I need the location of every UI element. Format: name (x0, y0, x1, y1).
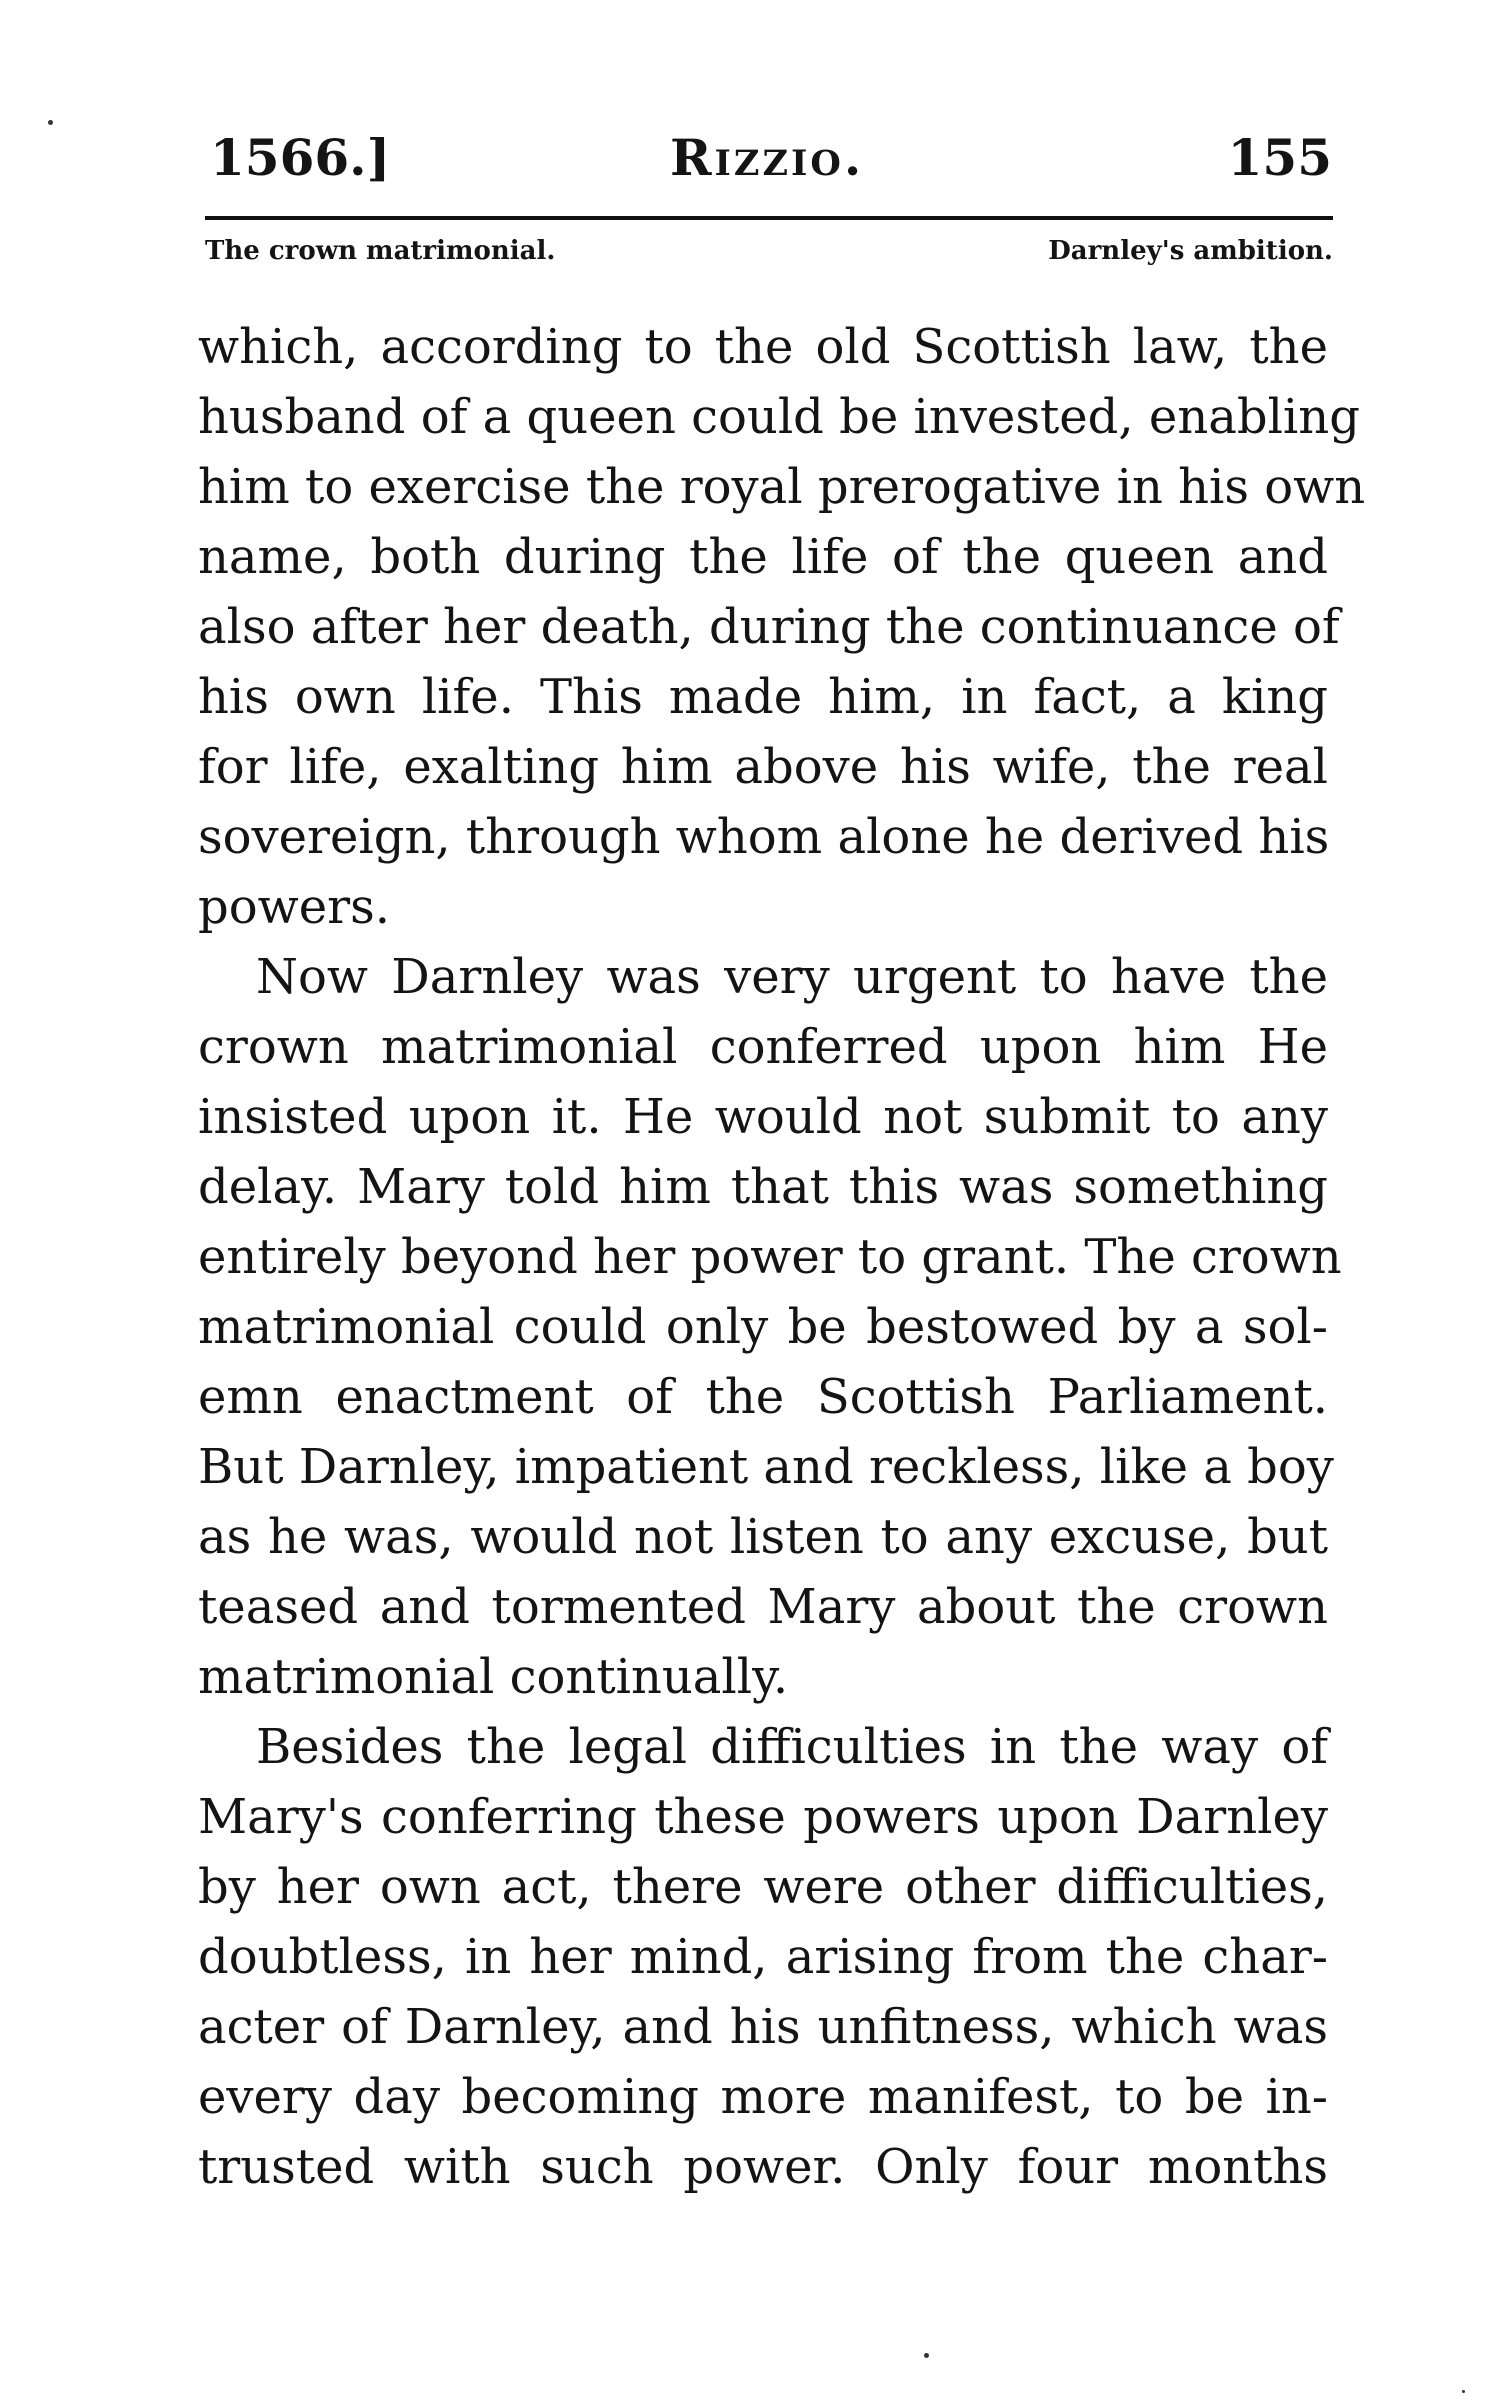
text-line: emn enactment of the Scottish Parliament. (198, 1369, 1328, 1425)
scan-speck (48, 120, 53, 125)
text-line: trusted with such power. Only four months (198, 2139, 1328, 2195)
text-line: husband of a queen could be invested, enabling (198, 389, 1360, 445)
text-line: insisted upon it. He would not submit to any (198, 1089, 1328, 1145)
text-line: But Darnley, impatient and reckless, like a boy (198, 1439, 1334, 1495)
side-heading-left: The crown matrimonial. (205, 236, 556, 266)
text-line: matrimonial continually. (198, 1649, 789, 1705)
text-line: delay. Mary told him that this was something (198, 1159, 1328, 1215)
text-line: which, according to the old Scottish law, the (198, 319, 1328, 375)
text-line: for life, exalting him above his wife, the real (198, 739, 1328, 795)
text-line: acter of Darnley, and his unfitness, which was (198, 1999, 1328, 2055)
text-line: Now Darnley was very urgent to have the (256, 949, 1328, 1005)
text-line: also after her death, during the continuance of (198, 599, 1340, 655)
text-line: doubtless, in her mind, arising from the char- (198, 1929, 1328, 1985)
text-line: teased and tormented Mary about the crown (198, 1579, 1328, 1635)
text-line: by her own act, there were other difficulties, (198, 1859, 1328, 1915)
text-line: entirely beyond her power to grant. The crown (198, 1229, 1342, 1285)
text-line: as he was, would not listen to any excuse, but (198, 1509, 1328, 1565)
text-line: matrimonial could only be bestowed by a sol- (198, 1299, 1328, 1355)
text-line: powers. (198, 879, 390, 935)
body-text (198, 312, 1366, 2202)
text-line: his own life. This made him, in fact, a king (198, 669, 1328, 725)
running-head (210, 128, 1332, 198)
side-heading-right: Darnley's ambition. (1048, 236, 1333, 266)
header-year: 1566.] (210, 128, 391, 187)
text-line: every day becoming more manifest, to be in- (198, 2069, 1328, 2125)
scan-speck (1462, 2390, 1465, 2393)
text-line: him to exercise the royal prerogative in his own (198, 459, 1366, 515)
text-line: Besides the legal difficulties in the way of (256, 1719, 1328, 1775)
text-line: name, both during the life of the queen and (198, 529, 1328, 585)
header-rule (205, 216, 1333, 220)
text-line: Mary's conferring these powers upon Darnley (198, 1789, 1328, 1845)
text-line: crown matrimonial conferred upon him He (198, 1019, 1328, 1075)
side-headings (205, 236, 1333, 276)
text-line: sovereign, through whom alone he derived his (198, 809, 1330, 865)
page-number: 155 (1227, 128, 1332, 187)
header-title: Rizzio. (670, 128, 865, 187)
scan-speck (924, 2353, 929, 2358)
